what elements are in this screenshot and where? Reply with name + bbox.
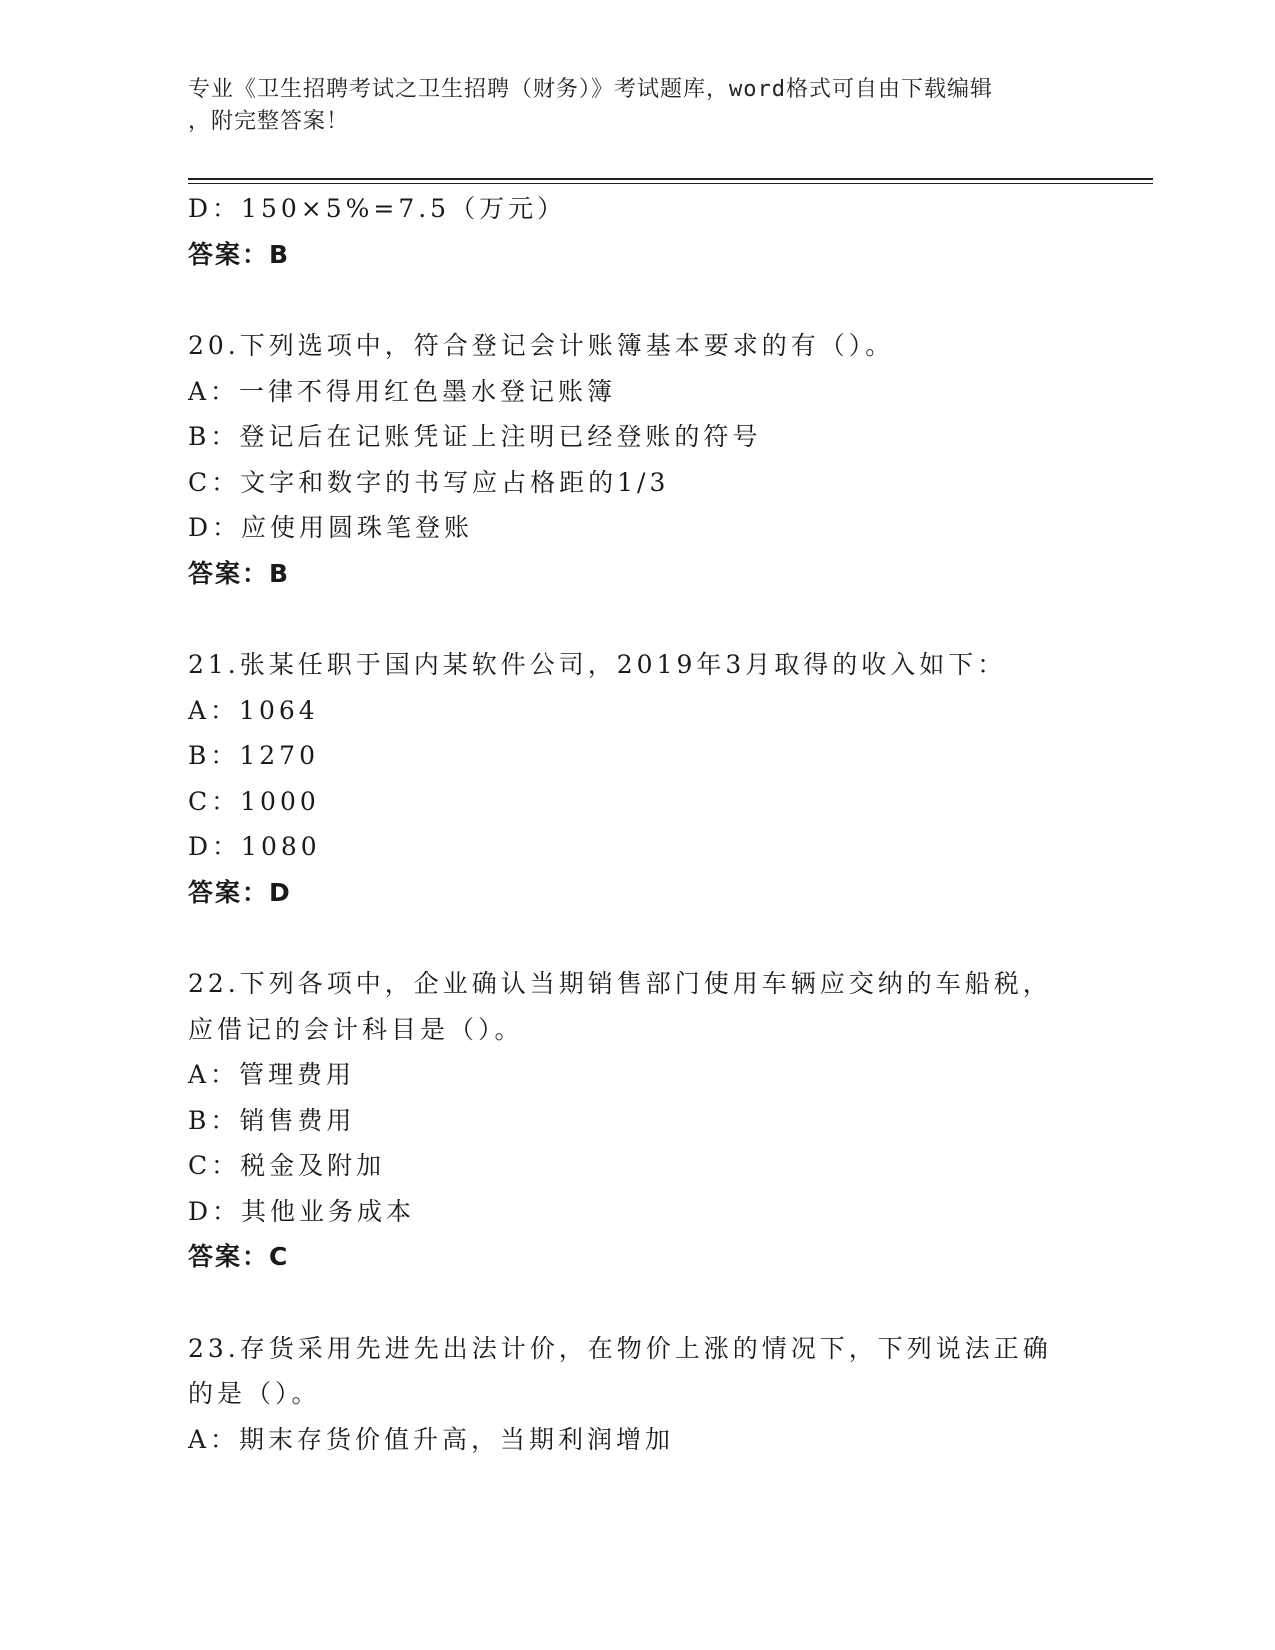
option-d: D：其他业务成本: [188, 1196, 416, 1226]
option-d: D：1080: [188, 832, 321, 861]
question-fragment: [188, 186, 1088, 277]
question-text: 23.存货采用先进先出法计价，在物价上涨的情况下，下列说法正确的是（）。: [188, 1333, 1052, 1408]
question-text: 21.张某任职于国内某软件公司，2019年3月取得的收入如下：: [188, 650, 1007, 679]
spacer: [188, 596, 1088, 642]
header-line-1: 专业《卫生招聘考试之卫生招聘（财务）》考试题库，word格式可自由下载编辑: [188, 77, 993, 102]
question-text: 22.下列各项中，企业确认当期销售部门使用车辆应交纳的车船税，应借记的会计科目是（）。: [188, 969, 1052, 1044]
option-a: A：一律不得用红色墨水登记账簿: [188, 376, 617, 406]
question-item-22: [188, 961, 1088, 1280]
question-item-21: [188, 642, 1088, 915]
option-b: B：1270: [188, 741, 319, 770]
option-d: D：150×5%=7.5（万元）: [188, 194, 567, 223]
option-a: A：管理费用: [188, 1060, 356, 1089]
spacer: [188, 1280, 1088, 1326]
answer-line: 答案：B: [188, 558, 291, 588]
option-a: A：期末存货价值升高，当期利润增加: [188, 1424, 675, 1454]
option-b: B：登记后在记账凭证上注明已经登账的符号: [188, 422, 762, 451]
option-c: C：1000: [188, 786, 320, 816]
spacer: [188, 277, 1088, 323]
header-divider-thick: [188, 178, 1153, 180]
option-a: A：1064: [188, 695, 319, 725]
spacer: [188, 915, 1088, 961]
option-b: B：销售费用: [188, 1105, 356, 1135]
question-item-23: [188, 1326, 1088, 1463]
question-text: 20.下列选项中，符合登记会计账簿基本要求的有（）。: [188, 331, 895, 360]
question-item-20: [188, 323, 1088, 596]
answer-line: 答案：D: [188, 877, 292, 907]
answer-line: 答案：C: [188, 1242, 290, 1271]
header-divider-thin: [188, 183, 1153, 184]
question-list: [188, 186, 1088, 1462]
answer-line: 答案：B: [188, 239, 291, 269]
page-header: [188, 74, 1068, 138]
option-c: C：文字和数字的书写应占格距的1/3: [188, 467, 670, 497]
option-d: D：应使用圆珠笔登账: [188, 513, 474, 542]
option-c: C：税金及附加: [188, 1151, 386, 1180]
header-line-2: ，附完整答案！: [188, 109, 350, 134]
